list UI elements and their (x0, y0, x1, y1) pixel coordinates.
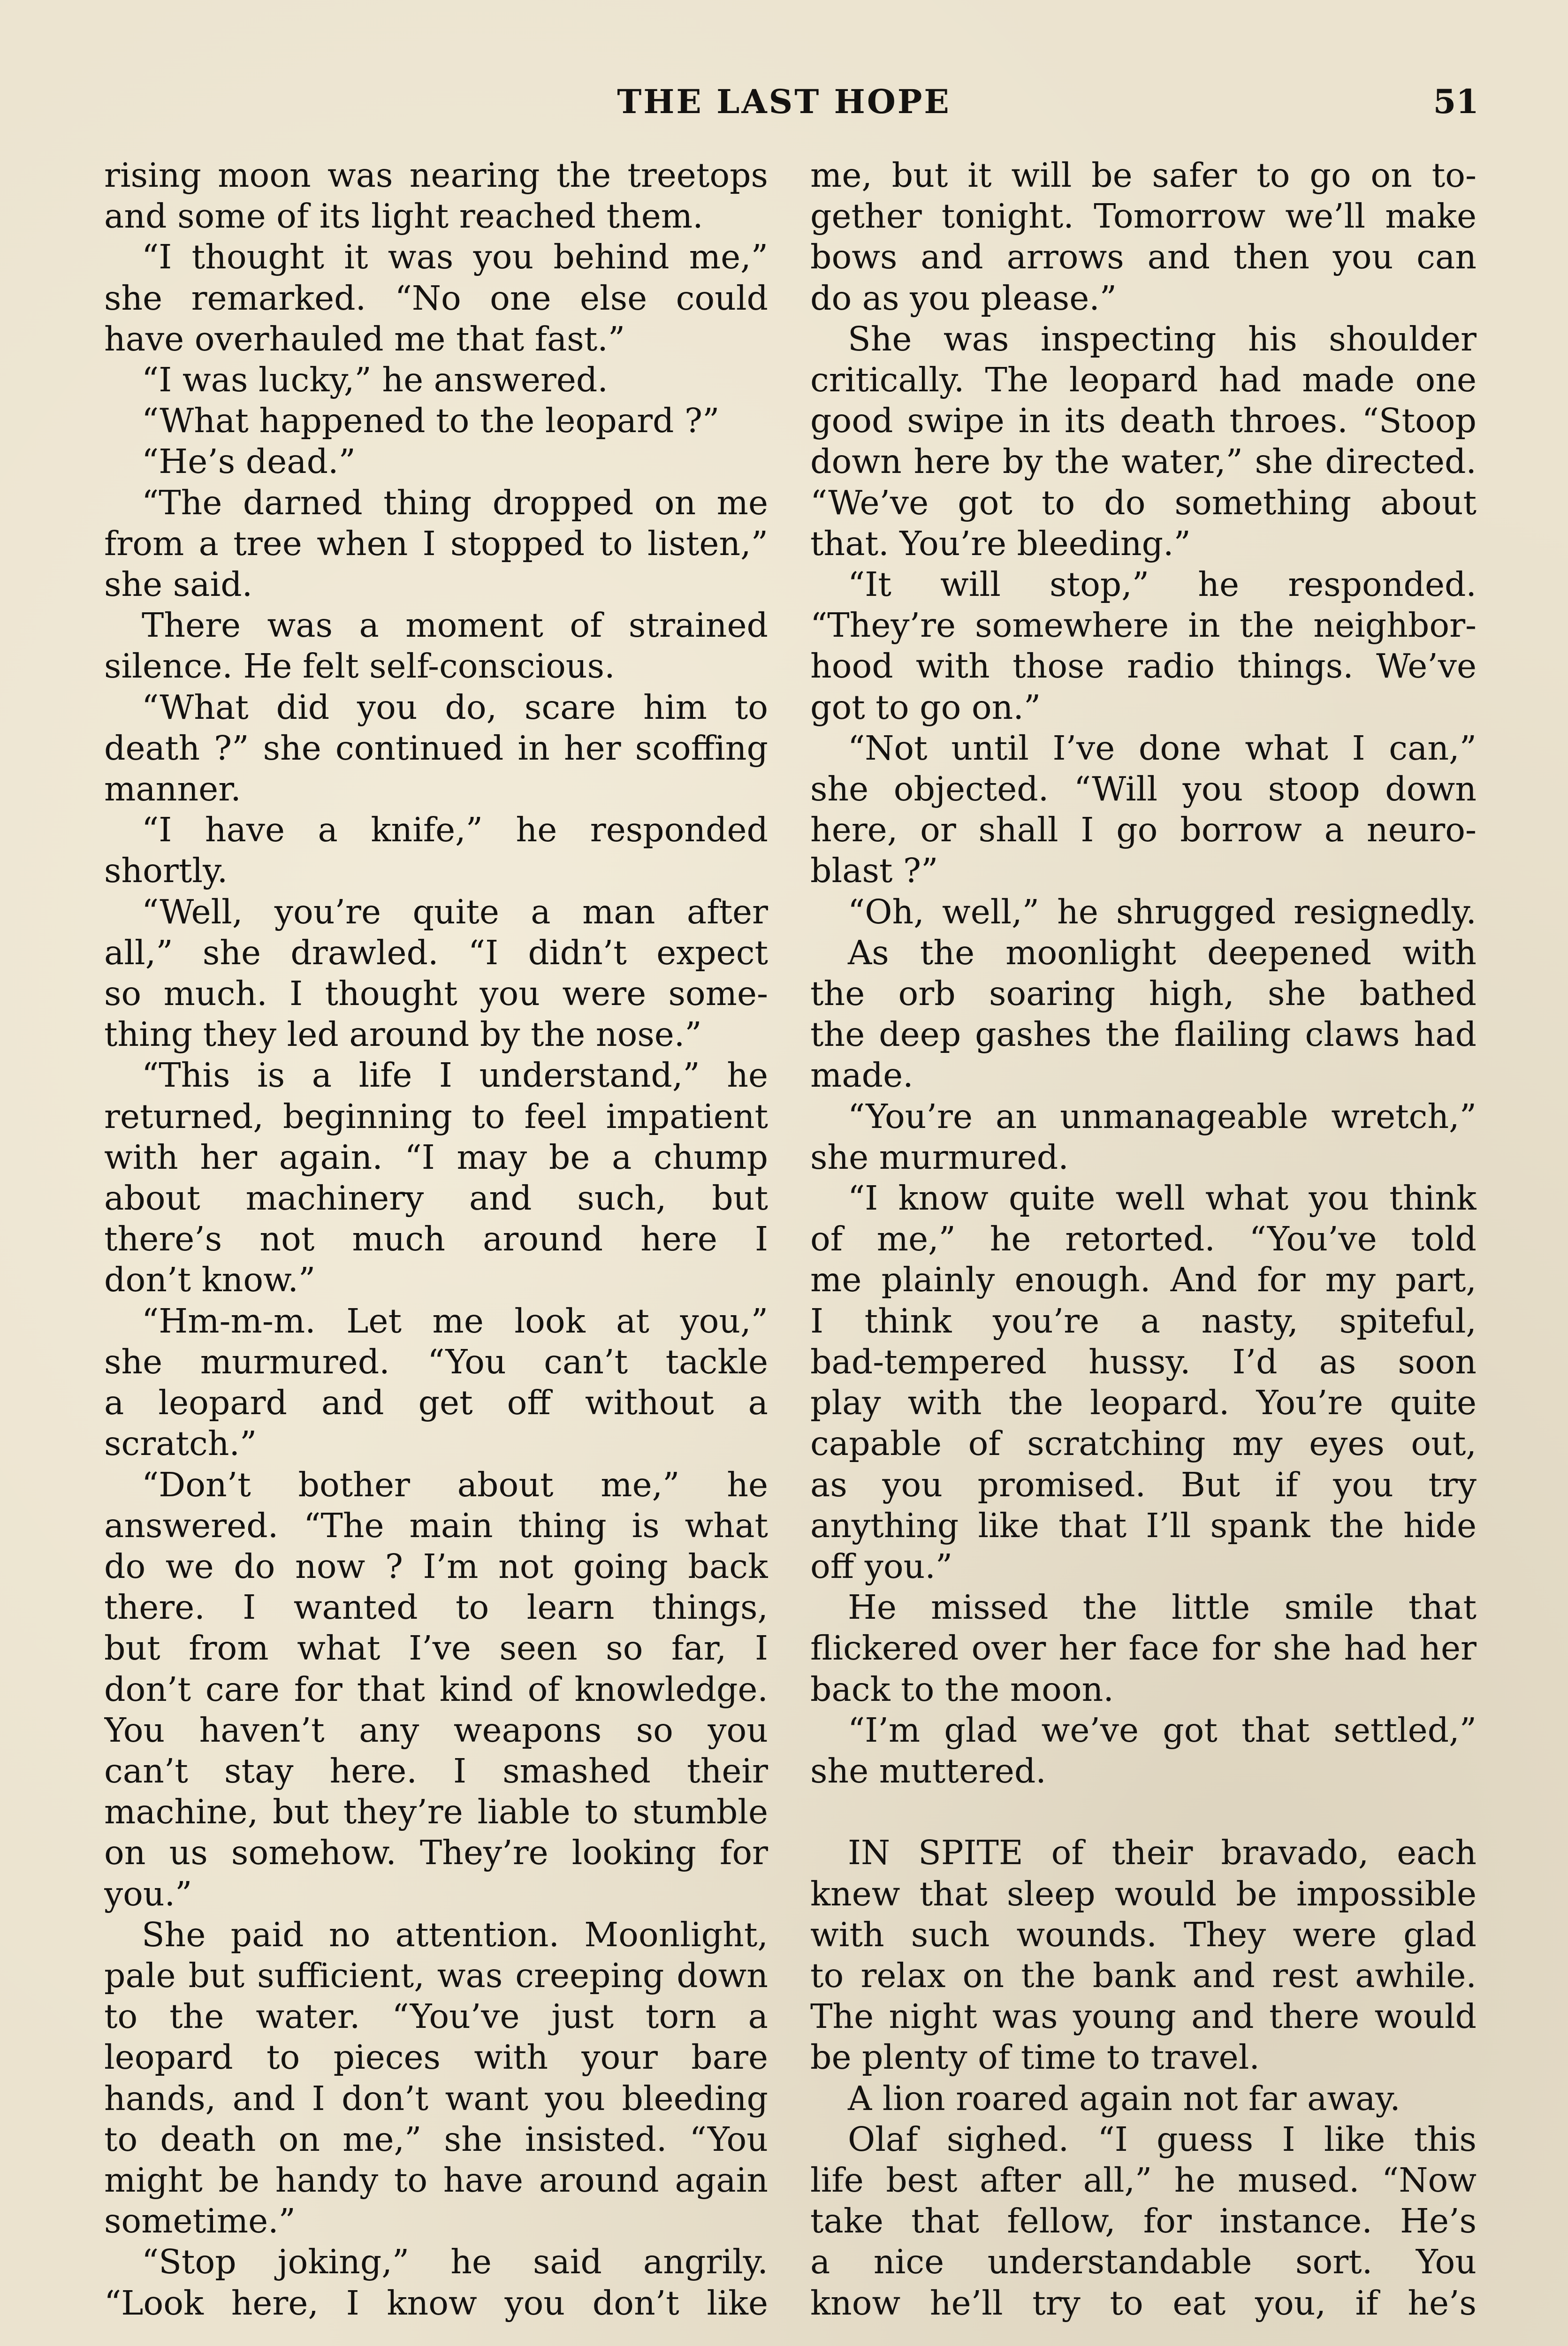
text-line: “You’re an unmanageable wretch,” (848, 1097, 1477, 1136)
text-line: don’t know.” (104, 1260, 316, 1300)
text-line: might be handy to have around again (104, 2160, 768, 2200)
text-line: rising moon was nearing the treetops (104, 156, 768, 195)
text-line: gether tonight. Tomorrow we’ll make (810, 197, 1477, 236)
text-line: There was a moment of strained (142, 606, 768, 645)
text-line: “Not until I’ve done what I can,” (848, 728, 1477, 768)
text-line: scratch.” (104, 1424, 257, 1463)
text-line: there’s not much around here I (104, 1219, 768, 1259)
text-line: “Well, you’re quite a man after (142, 892, 768, 931)
text-line: As the moonlight deepened with (848, 933, 1477, 972)
text-line: “He’s dead.” (142, 442, 356, 481)
text-line: play with the leopard. You’re quite (810, 1383, 1477, 1423)
text-line: The night was young and there would (810, 1997, 1477, 2036)
text-line: You haven’t any weapons so you (104, 1710, 768, 1750)
text-line: with her again. “I may be a chump (104, 1137, 768, 1177)
page-header (0, 82, 1568, 134)
text-line: I think you’re a nasty, spiteful, (810, 1301, 1477, 1341)
text-line: pale but sufficient, was creeping down (104, 1956, 768, 1995)
text-line: the deep gashes the flailing claws had (810, 1015, 1477, 1054)
text-line: she murmured. “You can’t tackle (104, 1342, 768, 1381)
text-line: hands, and I don’t want you bleeding (104, 2079, 768, 2118)
text-line: so much. I thought you were some- (104, 974, 768, 1013)
text-line: me, but it will be safer to go on to- (810, 156, 1477, 195)
text-line: don’t care for that kind of knowledge. (104, 1669, 768, 1709)
text-line: with such wounds. They were glad (810, 1915, 1477, 1954)
text-line: manner. (104, 769, 241, 809)
text-line: “What happened to the leopard ?” (142, 401, 720, 441)
text-line: “What did you do, scare him to (142, 687, 768, 727)
text-line: “Look here, I know you don’t like (104, 2283, 768, 2323)
text-line: blast ?” (810, 851, 938, 891)
text-line: have overhauled me that fast.” (104, 319, 625, 358)
text-line: knew that sleep would be impossible (810, 1874, 1477, 1913)
text-line: of me,” he retorted. “You’ve told (810, 1219, 1477, 1259)
text-line: “Hm-m-m. Let me look at you,” (142, 1301, 768, 1341)
text-line: answered. “The main thing is what (104, 1506, 768, 1545)
text-column-right (810, 155, 1477, 2341)
text-line: she said. (104, 565, 253, 604)
text-line: hood with those radio things. We’ve (810, 647, 1477, 686)
text-line: bad-tempered hussy. I’d as soon (810, 1342, 1477, 1381)
text-line: silence. He felt self-conscious. (104, 647, 615, 686)
text-line: “We’ve got to do something about (810, 483, 1477, 522)
text-line: He missed the little smile that (848, 1588, 1477, 1627)
text-line: do we do now ? I’m not going back (104, 1546, 768, 1586)
text-line: bows and arrows and then you can (810, 237, 1477, 277)
text-line: she murmured. (810, 1137, 1069, 1177)
text-line: there. I wanted to learn things, (104, 1588, 768, 1627)
page-number: 51 (1433, 82, 1479, 121)
text-line: down here by the water,” she directed. (810, 442, 1477, 481)
text-line (810, 1791, 1477, 1832)
text-line: returned, beginning to feel impatient (104, 1097, 768, 1136)
text-line: critically. The leopard had made one (810, 360, 1477, 400)
text-line: to relax on the bank and rest awhile. (810, 1956, 1477, 1995)
text-line: flickered over her face for she had her (810, 1629, 1477, 1668)
text-line: leopard to pieces with your bare (104, 2038, 768, 2077)
text-line: “I was lucky,” he answered. (142, 360, 608, 400)
text-line: “The darned thing dropped on me (142, 483, 768, 522)
text-column-left (104, 155, 768, 2341)
text-line: she remarked. “No one else could (104, 278, 768, 318)
text-line: about machinery and such, but (104, 1179, 768, 1218)
text-line: off you.” (810, 1546, 953, 1586)
text-line: thing they led around by the nose.” (104, 1015, 702, 1054)
text-line: she muttered. (810, 1751, 1046, 1790)
text-line: be plenty of time to travel. (810, 2038, 1260, 2077)
text-line: do as you please.” (810, 278, 1117, 318)
text-line: anything like that I’ll spank the hide (810, 1506, 1477, 1545)
text-line: sometime.” (104, 2201, 296, 2241)
text-line: life best after all,” he mused. “Now (810, 2160, 1477, 2200)
text-line: to death on me,” she insisted. “You (104, 2119, 768, 2159)
text-line: here, or shall I go borrow a neuro- (810, 810, 1477, 850)
text-line: A lion roared again not far away. (848, 2079, 1401, 2118)
text-line: machine, but they’re liable to stumble (104, 1792, 768, 1832)
text-line: “I have a knife,” he responded (142, 810, 768, 850)
text-line: IN SPITE of their bravado, each (848, 1833, 1477, 1873)
text-line: on us somehow. They’re looking for (104, 1833, 768, 1873)
text-line: you.” (104, 1874, 192, 1913)
text-line: to the water. “You’ve just torn a (104, 1997, 768, 2036)
text-line: know he’ll try to eat you, if he’s (810, 2283, 1477, 2323)
text-line: take that fellow, for instance. He’s (810, 2201, 1477, 2241)
text-line: She paid no attention. Moonlight, (142, 1915, 768, 1954)
text-line: “It will stop,” he responded. (848, 565, 1477, 604)
text-line: that. You’re bleeding.” (810, 524, 1191, 563)
text-line: the orb soaring high, she bathed (810, 974, 1477, 1013)
text-line: a nice understandable sort. You (810, 2242, 1477, 2282)
running-title: THE LAST HOPE (617, 82, 951, 121)
text-line: made. (810, 1056, 913, 1095)
text-line: shortly. (104, 851, 228, 891)
text-line: “They’re somewhere in the neighbor- (810, 606, 1477, 645)
text-line: and some of its light reached them. (104, 197, 703, 236)
text-line: death ?” she continued in her scoffing (104, 728, 768, 768)
text-line: got to go on.” (810, 687, 1041, 727)
text-line: “Oh, well,” he shrugged resignedly. (848, 892, 1477, 931)
text-line: “I thought it was you behind me,” (142, 237, 768, 277)
text-line: “I’m glad we’ve got that settled,” (848, 1710, 1477, 1750)
text-line: she objected. “Will you stoop down (810, 769, 1477, 809)
text-line: back to the moon. (810, 1669, 1114, 1709)
text-line: capable of scratching my eyes out, (810, 1424, 1477, 1463)
text-line: “Don’t bother about me,” he (142, 1465, 768, 1504)
text-line: “I know quite well what you think (848, 1179, 1477, 1218)
text-line: all,” she drawled. “I didn’t expect (104, 933, 768, 972)
text-line: “This is a life I understand,” he (142, 1056, 768, 1095)
text-line: me plainly enough. And for my part, (810, 1260, 1477, 1300)
text-line: as you promised. But if you try (810, 1465, 1477, 1504)
text-line: Olaf sighed. “I guess I like this (848, 2119, 1477, 2159)
text-line: but from what I’ve seen so far, I (104, 1629, 768, 1668)
text-line: good swipe in its death throes. “Stoop (810, 401, 1477, 441)
text-line: from a tree when I stopped to listen,” (104, 524, 768, 563)
text-line: can’t stay here. I smashed their (104, 1751, 768, 1790)
text-line: “Stop joking,” he said angrily. (142, 2242, 768, 2282)
text-line: She was inspecting his shoulder (848, 319, 1477, 358)
text-line: a leopard and get off without a (104, 1383, 768, 1423)
